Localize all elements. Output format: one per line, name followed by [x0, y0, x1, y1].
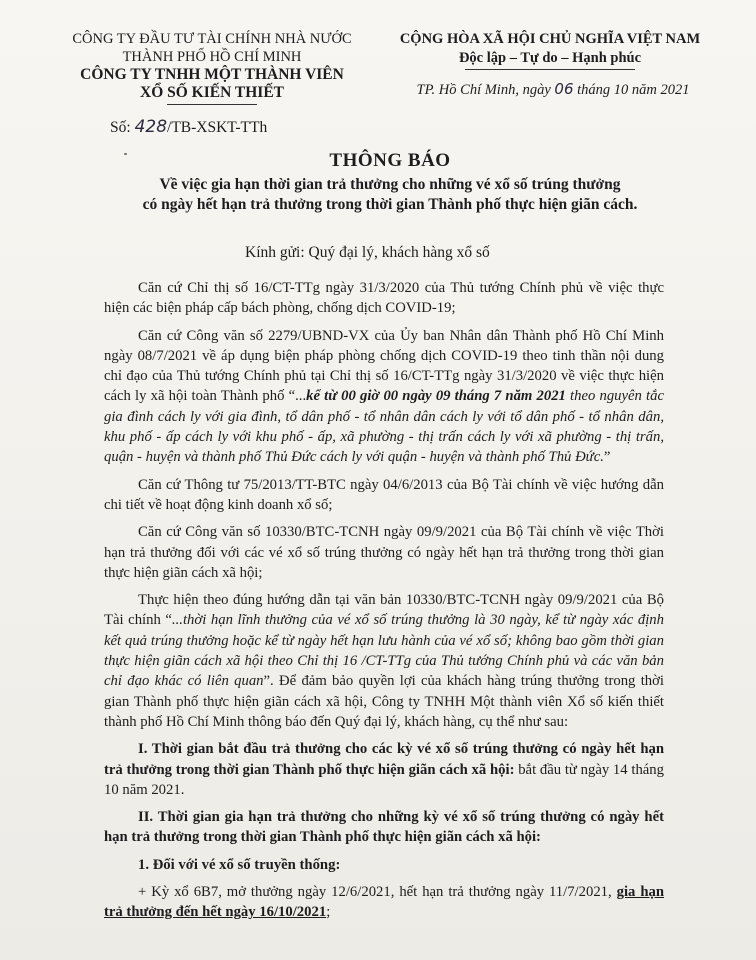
notice-heading — [100, 150, 680, 215]
p2-close-quote: ” — [603, 449, 611, 466]
paragraph-directive-16: Căn cứ Chỉ thị số 16/CT-TTg ngày 31/3/2020 của Thủ tướng Chính phủ về việc thực hiện các biện pháp cấp bách phòng, chống dịch COVID-19; — [104, 280, 664, 317]
date-suffix: tháng 10 năm 2021 — [577, 82, 690, 98]
issuing-organization — [62, 30, 362, 105]
section-1-detail: bắt đầu từ ngày 14 tháng 10 năm 2021. — [104, 761, 664, 798]
doc-number-suffix: /TB-XSKT-TTh — [167, 119, 268, 136]
paragraph-official-letter-2279 — [104, 326, 664, 468]
country-name: CỘNG HÒA XÃ HỘI CHỦ NGHĨA VIỆT NAM — [399, 31, 701, 47]
org-name-line: XỔ SỐ KIẾN THIẾT — [140, 84, 284, 101]
subsection-traditional-tickets: 1. Đối với vé xổ số truyền thống: — [138, 856, 341, 873]
recipient-line: Kính gửi: Quý đại lý, khách hàng xổ số — [245, 244, 490, 261]
date-prefix: TP. Hồ Chí Minh, ngày — [416, 82, 551, 98]
document-number — [110, 117, 267, 137]
national-motto — [360, 30, 740, 70]
notice-body — [104, 278, 664, 930]
motto-underline — [465, 69, 635, 70]
item-6b7-end: ; — [326, 904, 331, 921]
section-1-heading: I. Thời gian bắt đầu trả thưởng cho các kỳ vé xổ số trúng thưởng có ngày hết hạn trả thưởng trong thời gian Thành phố thực hiện giãn cách xã hội: — [104, 741, 664, 778]
p2-text: Căn cứ Công văn số 2279/UBND-VX của Ủy ban Nhân dân Thành phố Hồ Chí Minh ngày 08/7/2021 về áp dụng biện pháp phòng chống dịch COVID-19 theo tinh thần nội dung chỉ đạo của Thủ tướng Chính phủ tại Chỉ thị số 16/CT-TTg ngày 31/3/2020 về việc thực hiện cách ly xã hội toàn Thành phố “... — [104, 327, 664, 405]
p5-text: Thực hiện theo đúng hướng dẫn tại văn bản 10330/BTC-TCNH ngày 09/9/2021 của Bộ Tài chính “ — [104, 592, 664, 629]
doc-number-prefix: Số: — [110, 119, 131, 136]
notice-title: THÔNG BÁO — [329, 150, 451, 171]
section-2-heading: II. Thời gian gia hạn trả thưởng cho những kỳ vé xổ số trúng thưởng có ngày hết hạn trả thưởng trong thời gian Thành phố thực hiện giãn cách xã hội: — [104, 809, 664, 846]
issue-date — [368, 80, 738, 99]
org-parent-line: CÔNG TY ĐẦU TƯ TÀI CHÍNH NHÀ NƯỚC — [72, 31, 352, 47]
org-company-line: CÔNG TY TNHH MỘT THÀNH VIÊN — [80, 66, 344, 83]
org-underline — [167, 104, 257, 105]
date-day-handwritten: 06 — [554, 80, 574, 98]
notice-subtitle-line1: Về việc gia hạn thời gian trả thưởng cho những vé xổ số trúng thưởng — [159, 176, 621, 193]
item-6b7-text: + Kỳ xổ 6B7, mở thưởng ngày 12/6/2021, hết hạn trả thưởng ngày 11/7/2021, — [138, 884, 612, 901]
item-6b7-extension: gia hạn trả thưởng đến hết ngày 16/10/2021 — [104, 884, 665, 921]
org-city-line: THÀNH PHỐ HỒ CHÍ MINH — [122, 49, 302, 65]
doc-number-handwritten: 428 — [134, 117, 168, 137]
p2-quote: theo nguyên tắc gia đình cách ly với gia đình, tổ dân phố - tổ nhân dân cách ly với tổ dân phố - tổ nhân dân, khu phố - ấp cách ly với khu phố - ấp, xã phường - thị trấn cách ly với xã phường - thị trấn, quận - huyện và thành phố Thủ Đức cách ly với quận - huyện và thành phố Thủ Đức. — [104, 388, 664, 466]
p2-emphasis: kể từ 00 giờ 00 ngày 09 tháng 7 năm 2021 — [306, 388, 566, 405]
paragraph-circular-75: Căn cứ Thông tư 75/2013/TT-BTC ngày 04/6/2013 của Bộ Tài chính về việc hướng dẫn chi tiết về hoạt động kinh doanh xổ số; — [104, 476, 664, 513]
paragraph-implementation — [104, 590, 664, 732]
motto: Độc lập – Tự do – Hạnh phúc — [458, 50, 642, 66]
section-1 — [104, 739, 664, 800]
paragraph-official-letter-10330: Căn cứ Công văn số 10330/BTC-TCNH ngày 09/9/2021 của Bộ Tài chính về việc Thời hạn trả thưởng đối với các vé xổ số trúng thưởng có ngày hết hạn trả thưởng trong thời gian thực hiện giãn cách xã hội; — [104, 524, 664, 581]
p5-rest: ”. Để đảm bảo quyền lợi của khách hàng trúng thưởng trong thời gian Thành phố thực hiện giãn cách xã hội, Công ty TNHH Một thành viên Xổ số kiến thiết thành phố Hồ Chí Minh thông báo đến Quý đại lý, khách hàng, cụ thể như sau: — [104, 673, 664, 730]
p5-quote: ...thời hạn lĩnh thưởng của vé xổ số trúng thưởng là 30 ngày, kể từ ngày xác định kết quả trúng thưởng hoặc kể từ ngày hết hạn lưu hành của vé xổ số; không bao gồm thời gian thực hiện giãn cách xã hội theo Chỉ thị 16 /CT-TTg của Thủ tướng Chính phủ và các văn bản chỉ đạo khác có liên quan — [104, 612, 664, 690]
list-item-draw-6b7 — [104, 882, 664, 923]
notice-subtitle-line2: có ngày hết hạn trả thưởng trong thời gian Thành phố thực hiện giãn cách. — [142, 196, 638, 213]
